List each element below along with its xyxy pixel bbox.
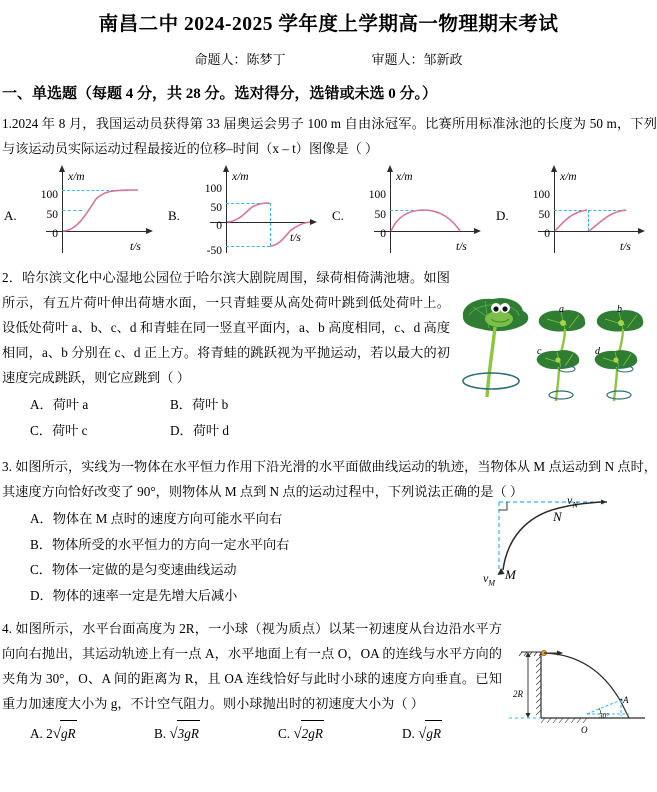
question-4-option-a[interactable]: A. 2√gR	[30, 720, 154, 747]
q1-graph-d-tick-100: 100	[532, 189, 550, 201]
q1-graph-b-tick-0: 0	[216, 220, 222, 232]
exam-page	[0, 10, 657, 792]
q1-graph-b-ylabel: x/m	[232, 171, 249, 183]
reviewer-label: 审题人：邹新政	[371, 52, 463, 67]
question-1-figure-group	[2, 163, 657, 259]
question-2-option-d[interactable]: D．荷叶 d	[170, 423, 229, 438]
leaf-label-b: b	[617, 304, 622, 315]
question-4-option-c[interactable]: C. √2gR	[278, 720, 402, 747]
question-4-option-b[interactable]: B. √3gR	[154, 720, 278, 747]
question-1	[2, 111, 657, 259]
question-4-option-d[interactable]: D. √gR	[402, 720, 526, 747]
q1-graph-b-tick-minus50: -50	[206, 245, 222, 257]
q1-graph-a-tick-100: 100	[40, 189, 58, 201]
q1-graph-b-tick-100: 100	[204, 183, 222, 195]
q1-graph-c-tick-0: 0	[380, 228, 386, 240]
question-4-figure	[503, 644, 653, 740]
byline	[0, 50, 657, 70]
q1-graph-c-curve	[356, 165, 492, 257]
q1-graph-b-tick-50: 50	[210, 202, 222, 214]
q1-graph-d-ylabel: x/m	[560, 171, 577, 183]
q1-graph-c-xlabel: t/s	[456, 241, 467, 253]
q1-graph-c	[330, 163, 494, 259]
q1-graph-a-label: A.	[4, 208, 17, 223]
question-2-options-row-2	[30, 418, 657, 444]
point-label-m: M	[505, 567, 516, 582]
leaf-label-d: d	[595, 346, 600, 357]
question-2	[2, 265, 657, 444]
question-2-option-b[interactable]: B．荷叶 b	[170, 397, 229, 412]
q1-graph-b-label: B.	[168, 208, 180, 223]
question-3-option-c[interactable]: C．物体一定做的是匀变速曲线运动	[30, 562, 237, 577]
question-3-text: 3. 如图所示，实线为一物体在水平恒力作用下沿光滑的水平面做曲线运动的轨迹，当物体从 M 点运动到 N 点时，其速度方向恰好改变了 90°，则物体从 M 点到 N 点的运动过程中，下列说法正确的是（ ）	[2, 459, 657, 499]
q1-graph-d	[494, 163, 657, 259]
leaf-label-c: c	[537, 346, 542, 357]
q1-graph-d-tick-50: 50	[538, 209, 550, 221]
question-2-option-c[interactable]: C．荷叶 c	[30, 423, 88, 438]
height-label-2R: 2R	[513, 689, 523, 699]
question-3-option-d[interactable]: D．物体的速率一定是先增大后减小	[30, 587, 238, 603]
point-label-a: A	[623, 695, 629, 705]
q1-graph-a-xlabel: t/s	[130, 241, 141, 253]
q1-graph-b-xlabel: t/s	[290, 232, 301, 244]
q1-graph-b-curve	[192, 165, 328, 257]
q1-graph-c-tick-100: 100	[368, 189, 386, 201]
velocity-label-vm: $v_M$	[483, 571, 495, 588]
q1-graph-a-tick-50: 50	[46, 209, 58, 221]
question-1-text: 1.2024 年 8 月，我国运动员获得第 33 届奥运会男子 100 m 自由泳冠军。比赛所用标准泳池的长度为 50 m，下列与该运动员实际运动过程最接近的位移–时间（x – t）图像是（ ）	[2, 116, 657, 156]
point-label-n: N	[553, 509, 562, 524]
q1-graph-c-label: C.	[332, 208, 344, 223]
question-4-text: 4. 如图所示，水平台面高度为 2R，一小球（视为质点）以某一初速度从台边沿水平方向向右抛出，其运动轨迹上有一点 A，水平地面上有一点 O，OA 的连线与水平方向的夹角为 30°，O、A 间的距离为 R，且 OA 连线恰好与此时小球的速度方向垂直。已知重力加速度大小为 g，不计空气阻力。则小球抛出时的初速度大小为（ ）	[2, 621, 502, 711]
q1-graph-c-ylabel: x/m	[396, 171, 413, 183]
question-4	[2, 616, 657, 747]
q1-graph-d-xlabel: t/s	[620, 241, 631, 253]
q1-graph-c-tick-50: 50	[374, 209, 386, 221]
frog-on-leaf-icon	[463, 298, 528, 397]
question-3	[2, 454, 657, 608]
angle-label-30: 30°	[599, 712, 609, 720]
page-title: 南昌二中 2024-2025 学年度上学期高一物理期末考试	[98, 14, 559, 35]
leaf-label-a: a	[559, 304, 564, 315]
question-3-figure	[481, 482, 651, 590]
q1-graph-a-tick-0: 0	[52, 228, 58, 240]
q1-graph-a-curve	[28, 165, 164, 257]
projectile-platform-diagram	[503, 644, 653, 740]
velocity-label-vn: $v_N$	[567, 493, 578, 510]
question-2-figure	[455, 295, 655, 403]
question-3-option-b[interactable]: B．物体所受的水平恒力的方向一定水平向右	[30, 536, 290, 552]
q1-graph-d-curve	[520, 165, 656, 257]
q1-graph-a-ylabel: x/m	[68, 171, 85, 183]
question-2-option-a[interactable]: A．荷叶 a	[30, 397, 89, 412]
q1-graph-b	[166, 163, 330, 259]
section-heading: 一、单选题（每题 4 分，共 28 分。选对得分，选错或未选 0 分。）	[2, 86, 438, 102]
author-label: 命题人：陈梦丁	[194, 52, 286, 67]
q1-graph-d-tick-0: 0	[544, 228, 550, 240]
lotus-pond-illustration	[455, 295, 655, 403]
point-label-o: O	[581, 725, 588, 735]
lotus-column-bd	[595, 310, 644, 401]
question-2-text: 2．哈尔滨文化中心湿地公园位于哈尔滨大剧院周围，绿荷相倚满池塘。如图所示，有五片荷叶伸出荷塘水面，一只青蛙要从高处荷叶跳到低处荷叶上。设低处荷叶 a、b、c、d 和青蛙在同一竖直平面内，a、b 高度相同，c、d 高度相同，a、b 分别在 c、d 正上方。将青蛙的跳跃视为平抛运动，若以最大的初速度完成跳跃，则它应跳到（ ）	[2, 270, 450, 385]
q1-graph-d-label: D.	[496, 208, 509, 223]
lotus-column-ac	[537, 310, 586, 401]
q1-graph-a	[2, 163, 166, 259]
question-3-option-a[interactable]: A．物体在 M 点时的速度方向可能水平向右	[30, 511, 283, 526]
